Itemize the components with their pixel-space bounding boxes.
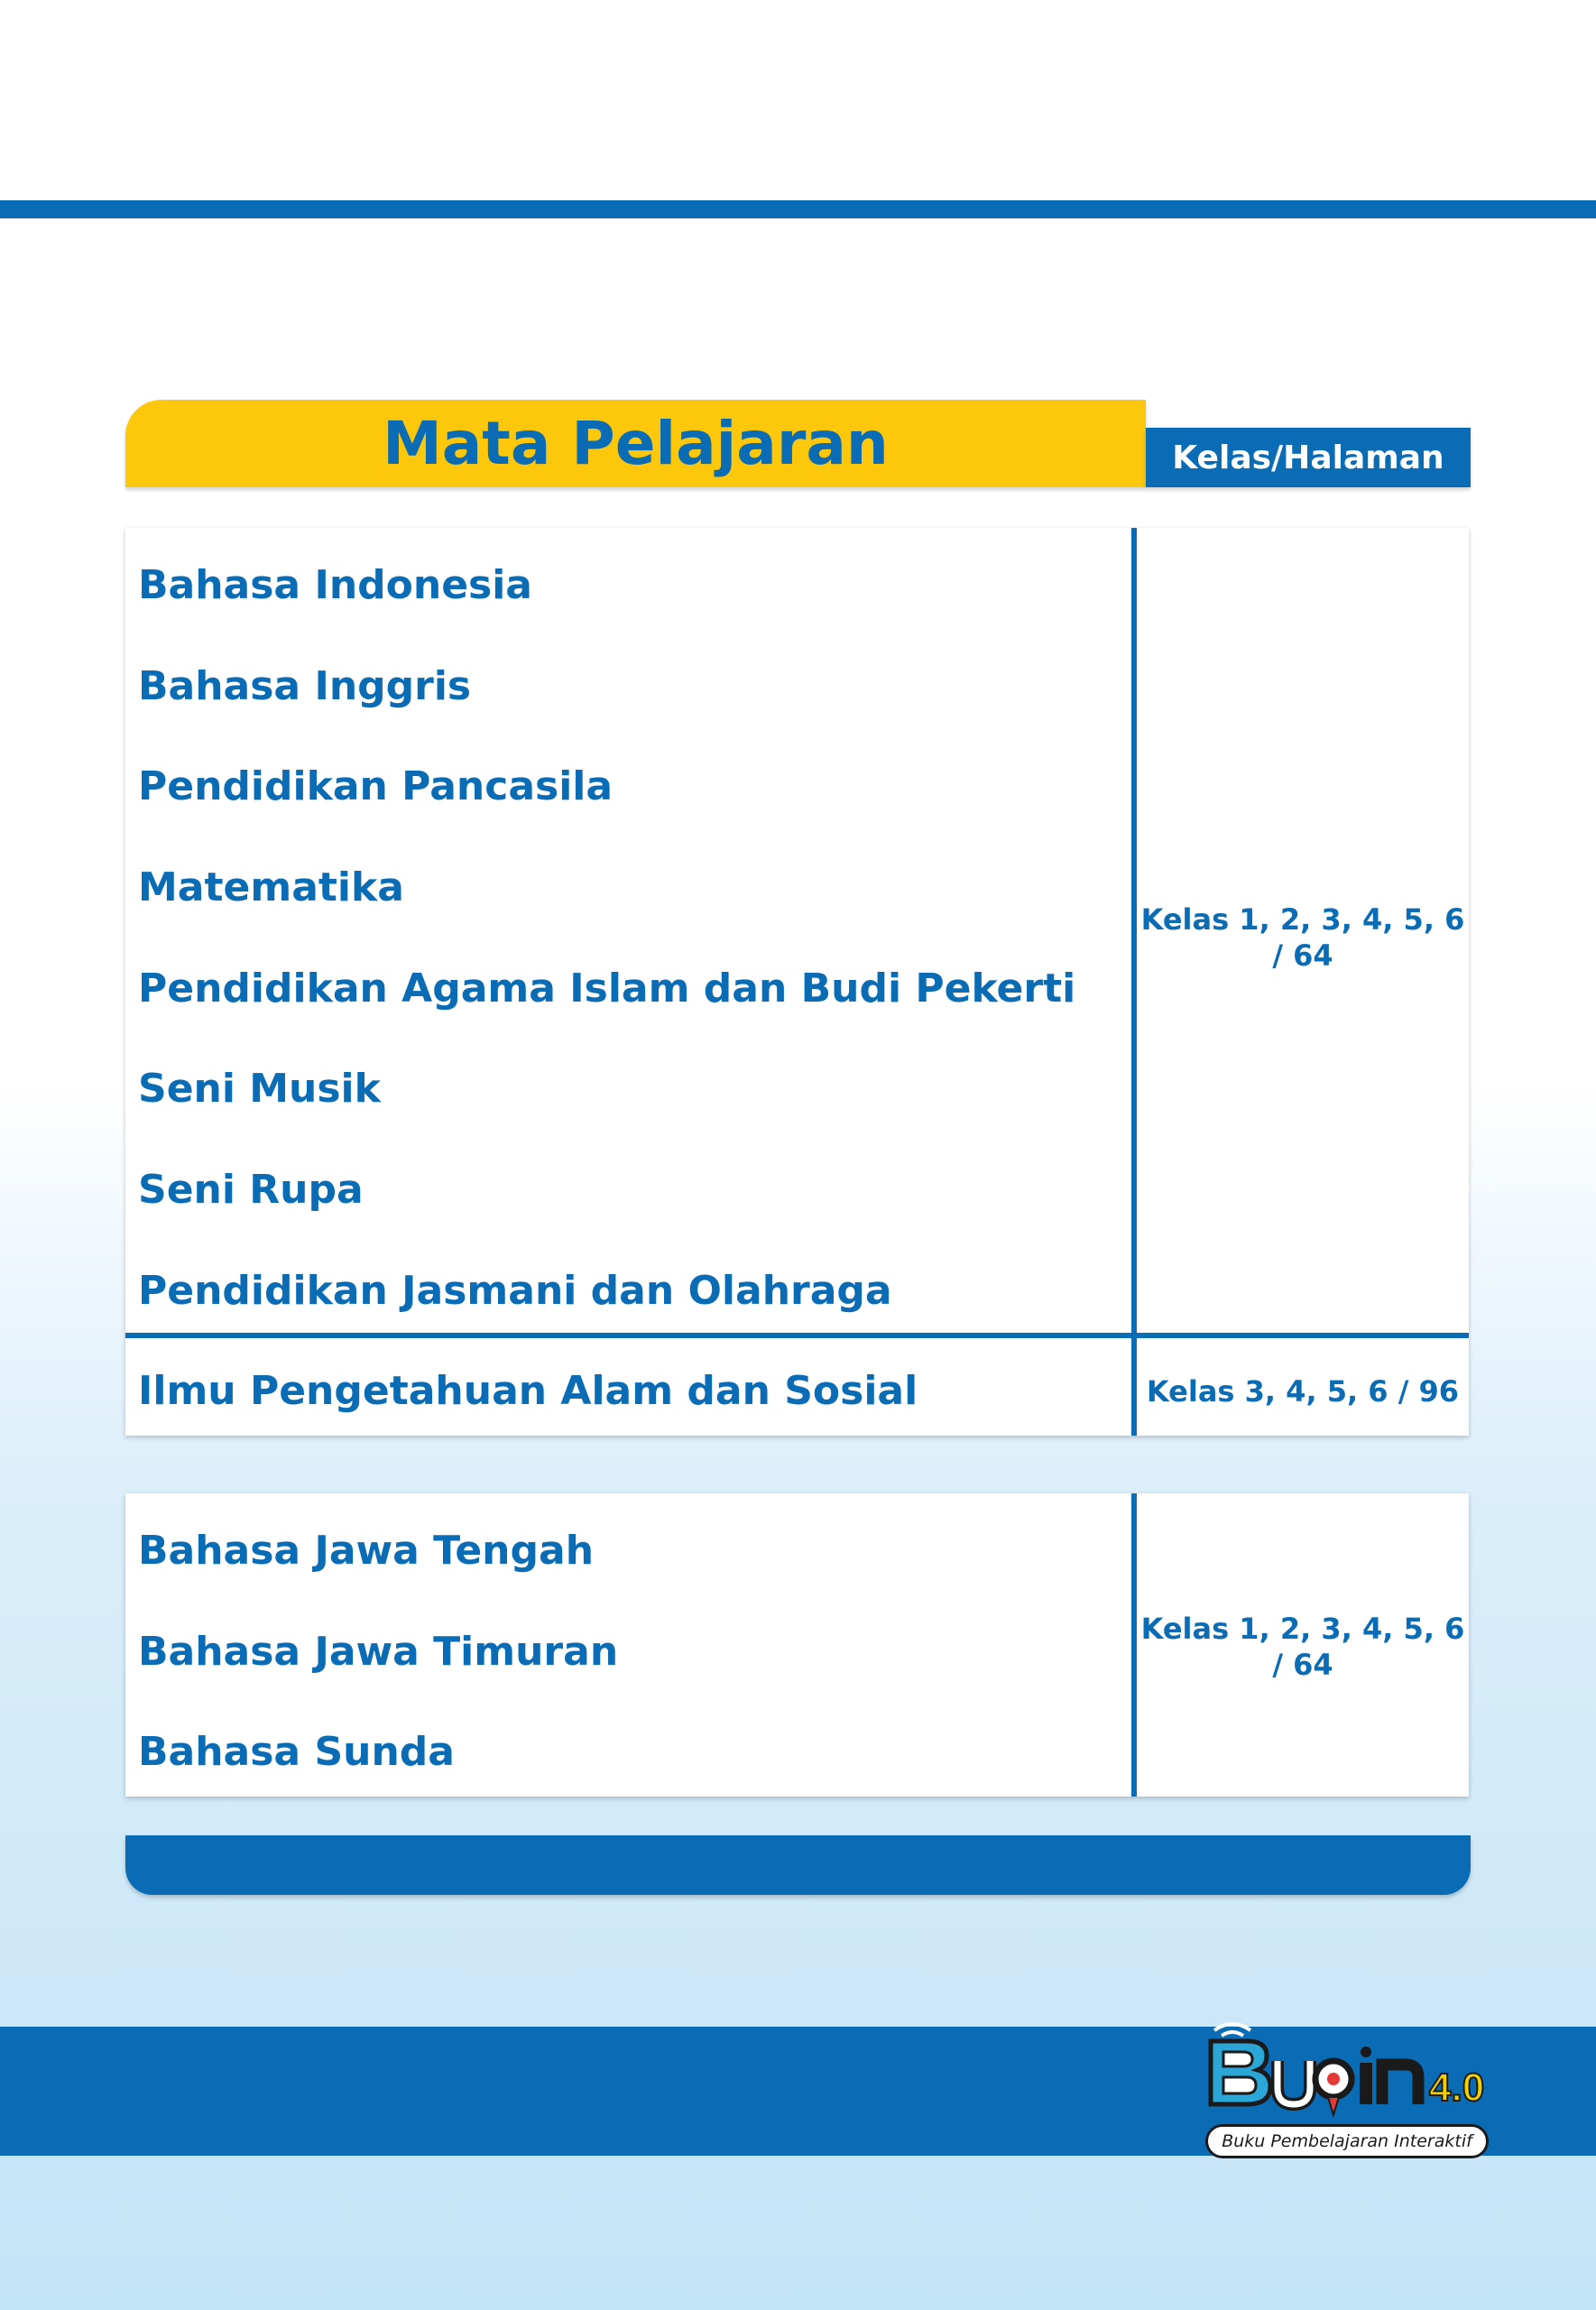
class-page-regional-line2: / 64	[1272, 1648, 1333, 1682]
class-page-group1-line2: / 64	[1272, 938, 1333, 973]
class-page-group2-text: Kelas 3, 4, 5, 6 / 96	[1146, 1374, 1460, 1409]
class-page-group2	[1137, 1373, 1469, 1409]
subject-header-label: Mata Pelajaran	[383, 409, 889, 478]
class-page-group1-line1: Kelas 1, 2, 3, 4, 5, 6	[1140, 902, 1465, 937]
subject-bahasa-inggris: Bahasa Inggris	[138, 663, 472, 709]
row-divider	[125, 1333, 1469, 1338]
column-divider	[1131, 528, 1137, 1436]
subject-seni-rupa: Seni Rupa	[138, 1167, 364, 1213]
bupin-logo	[1205, 2014, 1494, 2167]
svg-text:4.0: 4.0	[1429, 2065, 1485, 2110]
bupin-tagline	[1205, 2124, 1489, 2158]
subject-bahasa-jawa-timuran: Bahasa Jawa Timuran	[138, 1629, 619, 1675]
subject-pendidikan-jasmani: Pendidikan Jasmani dan Olahraga	[138, 1268, 892, 1314]
table-footer-bar	[125, 1835, 1471, 1895]
subject-bahasa-jawa-tengah: Bahasa Jawa Tengah	[138, 1528, 595, 1574]
bupin-wordmark-icon	[1205, 2014, 1494, 2118]
subject-pendidikan-agama-islam: Pendidikan Agama Islam dan Budi Pekerti	[138, 966, 1076, 1012]
class-page-group1	[1137, 901, 1469, 974]
subject-table-regional	[125, 1493, 1469, 1797]
subject-bahasa-sunda: Bahasa Sunda	[138, 1729, 455, 1775]
subject-matematika: Matematika	[138, 864, 404, 910]
subject-seni-musik: Seni Musik	[138, 1066, 381, 1112]
class-page-regional-line1: Kelas 1, 2, 3, 4, 5, 6	[1140, 1612, 1465, 1646]
class-page-header-label: Kelas/Halaman	[1172, 439, 1444, 476]
bupin-tagline-text: Buku Pembelajaran Interaktif	[1222, 2131, 1472, 2151]
subject-header	[125, 400, 1146, 487]
subject-table-main	[125, 528, 1469, 1436]
class-page-regional	[1137, 1611, 1469, 1683]
subject-bahasa-indonesia: Bahasa Indonesia	[138, 562, 532, 608]
top-divider-rule	[0, 200, 1596, 218]
class-page-header	[1146, 428, 1471, 487]
subject-ipas: Ilmu Pengetahuan Alam dan Sosial	[138, 1368, 918, 1414]
subject-pendidikan-pancasila: Pendidikan Pancasila	[138, 763, 613, 809]
